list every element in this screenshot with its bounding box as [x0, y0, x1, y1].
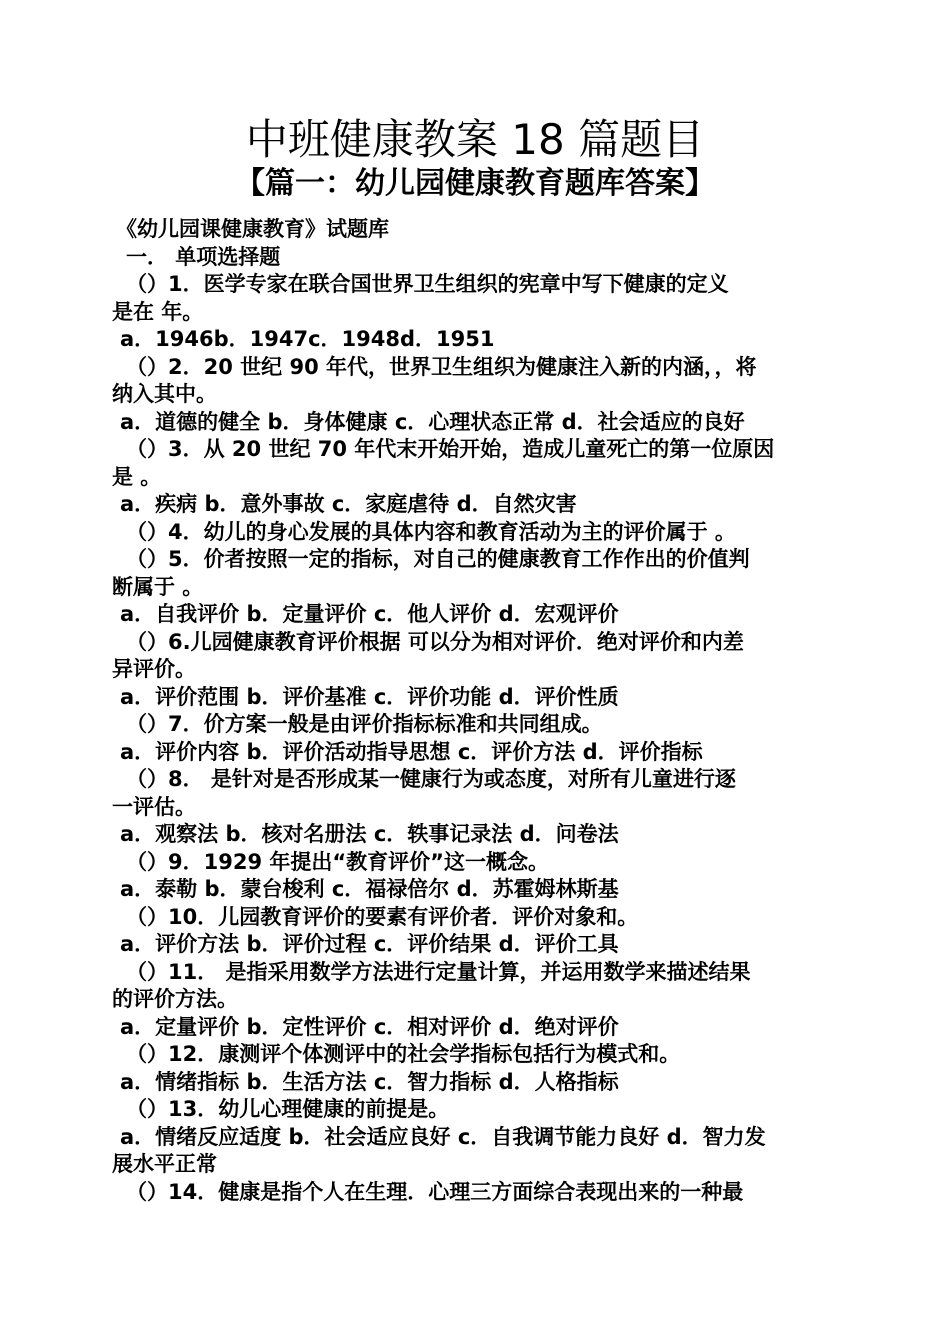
text-line: 是 。 [112, 464, 162, 489]
text-line: a．定量评价 b．定性评价 c．相对评价 d．绝对评价 [120, 1014, 619, 1039]
text-line: a．评价范围 b．评价基准 c．评价功能 d．评价性质 [120, 684, 619, 709]
text-line: 一． 单项选择题 [126, 244, 281, 269]
document-title: 中班健康教案 18 篇题目 [245, 115, 705, 164]
text-line: （）7．价方案一般是由评价指标标准和共同组成。 [126, 712, 603, 736]
text-line: （）14．健康是指个人在生理．心理三方面综合表现出来的一种最 [126, 1179, 744, 1204]
text-line: （）5．价者按照一定的指标，对自己的健康教育工作作出的价值判 [126, 547, 750, 571]
text-line: （）4．幼儿的身心发展的具体内容和教育活动为主的评价属于 。 [126, 519, 736, 544]
text-line: a．情绪反应适度 b．社会适应良好 c．自我调节能力良好 d．智力发 [120, 1124, 766, 1149]
text-line: （）2．20 世纪 90 年代，世界卫生组织为健康注入新的内涵，，将 [126, 354, 757, 379]
text-line: 的评价方法。 [112, 987, 238, 1011]
text-line: a．1946b．1947c．1948d．1951 [120, 327, 495, 351]
text-line: a．评价内容 b．评价活动指导思想 c．评价方法 d．评价指标 [120, 739, 703, 764]
text-line: （）12．康测评个体测评中的社会学指标包括行为模式和。 [126, 1042, 681, 1066]
document-subtitle: 【篇一：幼儿园健康教育题库答案】 [235, 166, 715, 201]
text-line: 《幼儿园课健康教育》试题库 [116, 217, 389, 241]
text-line: a．道德的健全 b．身体健康 c．心理状态正常 d．社会适应的良好 [120, 409, 745, 434]
text-line: a．情绪指标 b．生活方法 c．智力指标 d．人格指标 [120, 1069, 619, 1094]
text-line: a．疾病 b．意外事故 c．家庭虐待 d．自然灾害 [120, 492, 577, 516]
text-line: （）13．幼儿心理健康的前提是。 [126, 1097, 450, 1121]
text-line: 展水平正常 [112, 1152, 217, 1176]
text-line: 断属于 。 [112, 574, 204, 599]
text-line: 纳入其中。 [112, 382, 217, 406]
text-line: （）8． 是针对是否形成某一健康行为或态度，对所有儿童进行逐 [126, 767, 736, 791]
text-line: （）1．医学专家在联合国世界卫生组织的宪章中写下健康的定义 [126, 272, 729, 296]
text-line: （）6.儿园健康教育评价根据 可以分为相对评价．绝对评价和内差 [126, 629, 744, 654]
text-line: （）10．儿园教育评价的要素有评价者．评价对象和。 [126, 904, 639, 929]
text-line: （）11． 是指采用数学方法进行定量计算，并运用数学来描述结果 [126, 959, 751, 984]
text-line: a．自我评价 b．定量评价 c．他人评价 d．宏观评价 [120, 602, 619, 626]
question-list [112, 216, 842, 1206]
text-line: 是在 年。 [112, 299, 204, 324]
text-line: a．泰勒 b．蒙台梭利 c．福禄倍尔 d．苏霍姆林斯基 [120, 877, 619, 901]
text-line: （）3．从 20 世纪 70 年代末开始开始，造成儿童死亡的第一位原因 [126, 437, 775, 461]
text-line: a．评价方法 b．评价过程 c．评价结果 d．评价工具 [120, 932, 619, 956]
text-line: a．观察法 b．核对名册法 c．轶事记录法 d．问卷法 [120, 822, 619, 846]
text-line: （）9．1929 年提出“教育评价”这一概念。 [126, 849, 549, 874]
text-line: 一评估。 [112, 794, 196, 819]
text-line: 异评价。 [112, 657, 196, 681]
